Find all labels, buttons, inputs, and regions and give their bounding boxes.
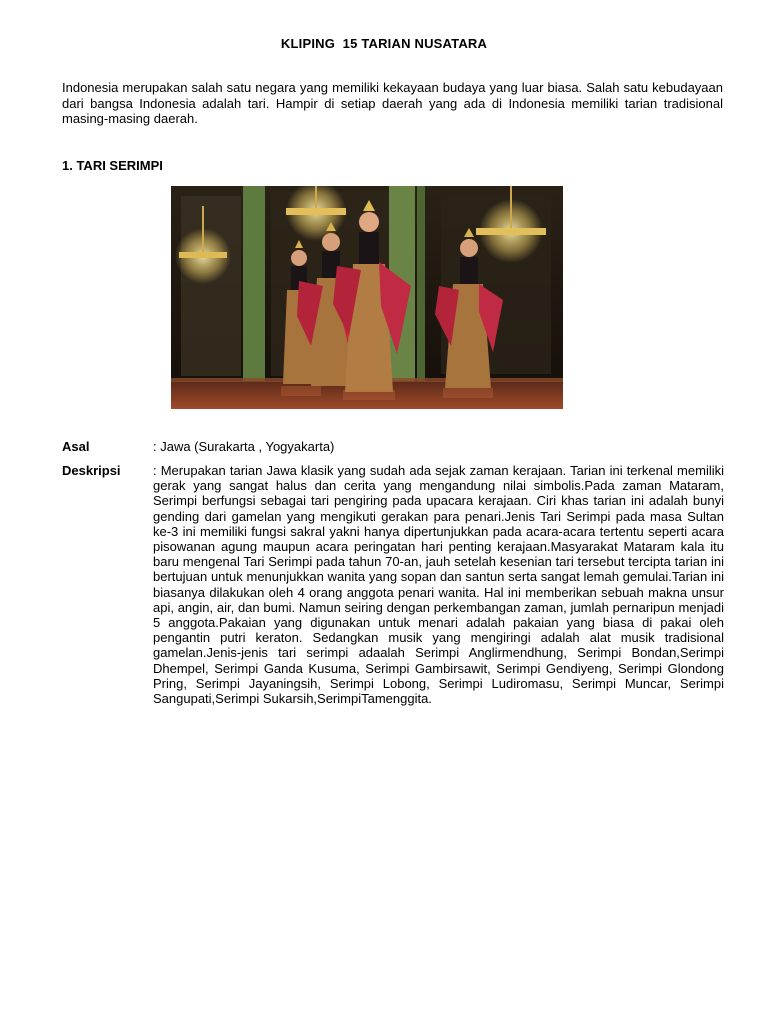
description-label: Deskripsi — [62, 463, 121, 478]
document-title: KLIPING 15 TARIAN NUSATARA — [280, 36, 488, 51]
description-value: : Merupakan tarian Jawa klasik yang sudah ada sejak zaman kerajaan. Tarian ini terkenal memiliki gerak yang sangat halus dan cerita yang mengandung nilai simbolis.Pada zaman Mataram, Serimpi berfungsi sebagai tari pengiring pada upacara kerajaan. Ciri khas tarian ini adalah bunyi gending dari gamelan yang mengikuti gerakan para penari.Jenis Tari Serimpi pada masa Sultan ke-3 ini memiliki fungsi sakral yakni hanya dipertunjukkan pada acara-acara tertentu seperti acara pisowanan agung maupun acara peringatan hari penting kerajaan.Masyarakat Mataram kala itu baru mengenal Tari Serimpi pada tahun 70-an, jauh setelah kesenian tari tersebut tercipta tarian ini bertujuan untuk menunjukkan wanita yang sopan dan santun serta sangat lemah gemulai.Tarian ini biasanya dilakukan oleh 4 orang anggota penari wanita. Hal ini memberikan sebuah makna unsur api, angin, air, dan bumi. Namun seiring dengan perkembangan zaman, jumlah pernaripun menjadi 5 anggota.Pakaian yang digunakan untuk menari adalah pakaian yang biasa di pakai oleh pengantin putri keraton. Sedangkan musik yang mengiringi adalah alat musik tradisional gamelan.Jenis-jenis tari serimpi adaalah Serimpi Anglirmendhung, Serimpi Bondan,Serimpi Dhempel, Serimpi Ganda Kusuma, Serimpi Gambirsawit, Serimpi Gendiyeng, Serimpi Glondong Pring, Serimpi Jayaningsih, Serimpi Lobong, Serimpi Ludiromasu, Serimpi Muncar, Serimpi Sangupati,Serimpi Sukarsih,SerimpiTamenggita. — [153, 463, 724, 707]
section-heading: 1. TARI SERIMPI — [62, 158, 163, 173]
origin-value: : Jawa (Surakarta , Yogyakarta) — [153, 439, 335, 454]
intro-paragraph: Indonesia merupakan salah satu negara yang memiliki kekayaan budaya yang luar biasa. Salah satu kebudayaan dari bangsa Indonesia adalah tari. Hampir di setiap daerah yang ada di Indonesia memiliki tarian tradisional masing-masing daerah. — [62, 80, 723, 127]
serimpi-dancers-photo — [171, 186, 563, 409]
green-pillar — [243, 186, 265, 381]
dance-photo-illustration — [171, 186, 563, 409]
origin-label: Asal — [62, 439, 90, 454]
